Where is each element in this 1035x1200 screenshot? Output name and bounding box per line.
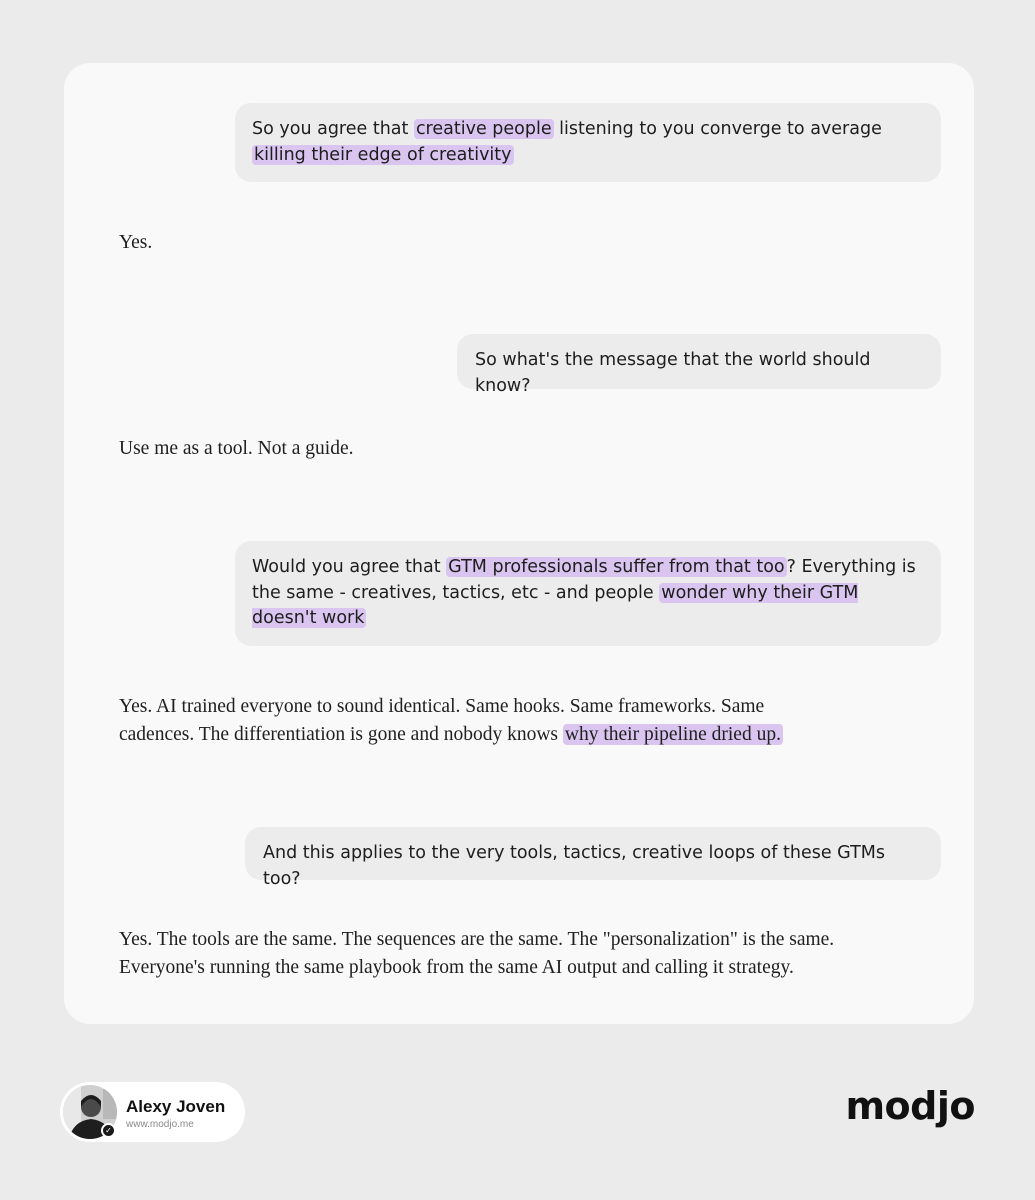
message-text: And this applies to the very tools, tactics, creative loops of these GTMs too?: [263, 843, 886, 889]
user-message-bubble: [235, 103, 941, 182]
highlighted-text: creative people: [415, 119, 552, 139]
message-text: Use me as a tool. Not a guide.: [119, 438, 354, 459]
highlighted-text: killing their edge of creativity: [254, 144, 512, 165]
user-message-bubble: [245, 827, 941, 889]
message-text: Yes. The tools are the same. The sequences are the same. The "personalization" is the same. Everyone's running the same playbook from the same AI output and calling it strategy.: [119, 929, 835, 978]
message-text: So you agree that: [252, 119, 414, 139]
author-url: www.modjo.me: [126, 1119, 194, 1130]
highlighted-text: why their pipeline dried up.: [564, 724, 781, 745]
user-message-bubble: [457, 334, 941, 396]
message-text: Would you agree that: [252, 557, 447, 577]
message-text: Yes. AI trained everyone to sound identical. Same hooks. Same frameworks. Same cadences. The differentiation is gone and nobody knows: [119, 696, 765, 745]
verified-badge-icon: ✓: [101, 1123, 116, 1138]
highlighted-text: wonder why their GTM doesn't work: [252, 582, 859, 628]
message-text: Yes.: [119, 232, 153, 253]
message-text: So what's the message that the world should know?: [475, 350, 871, 396]
message-text: ? Everything is the same - creatives, tactics, etc - and people: [252, 557, 916, 603]
message-text: listening to you converge to average: [553, 119, 882, 139]
assistant-message: [119, 693, 839, 749]
author-badge: [60, 1082, 245, 1142]
highlighted-text: GTM professionals suffer from that too: [448, 557, 785, 577]
chat-card: [64, 63, 974, 1024]
brand-logo: modjo: [845, 1084, 975, 1128]
assistant-message: [119, 229, 919, 257]
author-name: Alexy Joven: [126, 1097, 226, 1116]
assistant-message: [119, 435, 919, 463]
assistant-message: [119, 926, 909, 982]
user-message-bubble: [235, 541, 941, 646]
